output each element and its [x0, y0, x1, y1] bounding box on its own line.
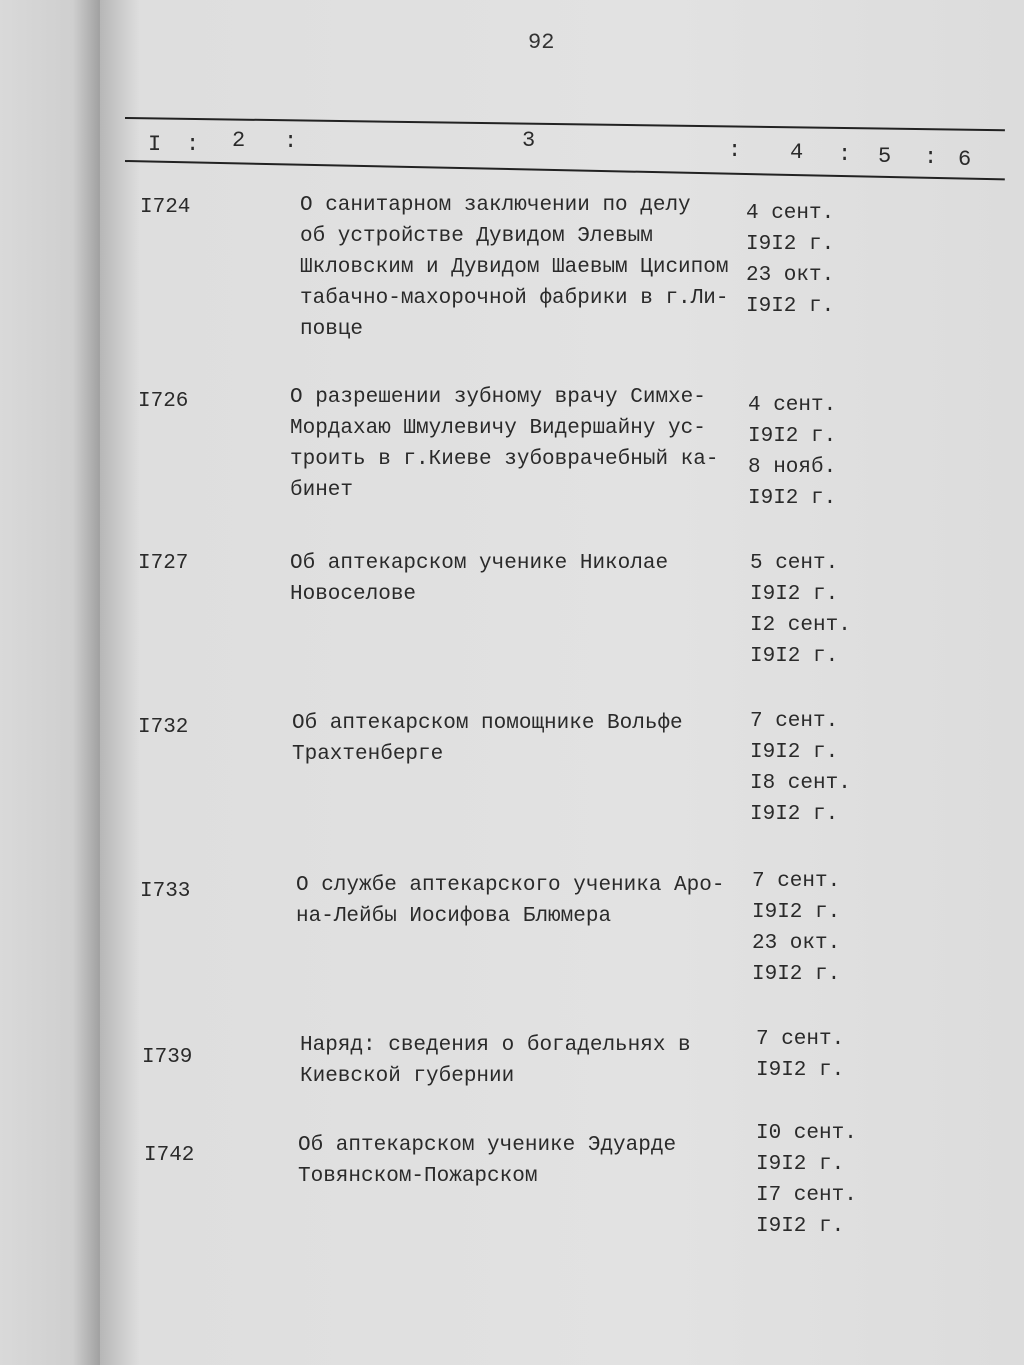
entry-title — [296, 870, 746, 932]
entry-date-line: I9I2 г. — [750, 645, 839, 668]
entry-number: I742 — [144, 1144, 195, 1167]
entry-date-line: I9I2 г. — [752, 963, 841, 986]
header-separator: : — [728, 138, 742, 163]
entry-title-line: Шкловским и Дувидом Шаевым Цисипом — [300, 256, 729, 279]
entry-title-line: Мордахаю Шмулевичу Видершайну ус- — [290, 417, 706, 440]
entry-dates — [746, 198, 834, 322]
entry-date-line: I0 сент. — [756, 1122, 857, 1145]
entry-date-line: I9I2 г. — [750, 741, 839, 764]
entry-title — [290, 382, 740, 506]
entry-title — [290, 548, 740, 610]
entry-date-line: I9I2 г. — [756, 1153, 845, 1176]
entry-number: I733 — [140, 880, 191, 903]
entry-title-line: повце — [300, 318, 364, 341]
left-page-edge — [0, 0, 104, 1365]
entry-dates — [752, 866, 840, 990]
entry-date-line: I9I2 г. — [752, 901, 841, 924]
header-col-4: 4 — [790, 140, 804, 165]
entry-number: I739 — [142, 1046, 193, 1069]
entry-date-line: I9I2 г. — [748, 425, 837, 448]
entry-title-line: Товянском-Пожарском — [298, 1165, 538, 1188]
entry-date-line: I2 сент. — [750, 614, 851, 637]
entry-title-line: Наряд: сведения о богадельнях в — [300, 1034, 691, 1057]
entry-title-line: О службе аптекарского ученика Аро- — [296, 874, 725, 897]
entry-title-line: Об аптекарском помощнике Вольфе — [292, 712, 683, 735]
entry-title-line: Об аптекарском ученике Николае — [290, 552, 669, 575]
entry-date-line: I9I2 г. — [756, 1059, 845, 1082]
entry-title — [298, 1130, 748, 1192]
header-col-3: 3 — [522, 128, 536, 153]
header-separator: : — [186, 132, 200, 157]
header-col-1: I — [148, 132, 162, 157]
entry-title-line: об устройстве Дувидом Элевым — [300, 225, 653, 248]
entry-date-line: 23 окт. — [752, 932, 841, 955]
entry-dates — [756, 1024, 844, 1086]
entry-title-line: бинет — [290, 479, 354, 502]
entry-date-line: I9I2 г. — [750, 583, 839, 606]
entry-date-line: I9I2 г. — [746, 295, 835, 318]
entry-title-line: Новоселове — [290, 583, 417, 606]
entry-number: I724 — [140, 196, 191, 219]
entry-number: I732 — [138, 716, 189, 739]
header-col-6: 6 — [958, 147, 972, 172]
entry-title-line: на-Лейбы Иосифова Блюмера — [296, 905, 612, 928]
entry-date-line: 8 нояб. — [748, 456, 837, 479]
entry-title-line: О разрешении зубному врачу Симхе- — [290, 386, 706, 409]
entry-date-line: I9I2 г. — [748, 487, 837, 510]
entry-date-line: 7 сент. — [750, 710, 839, 733]
entry-number: I726 — [138, 390, 189, 413]
entry-dates — [748, 390, 836, 514]
header-col-2: 2 — [232, 128, 246, 153]
entry-title — [292, 708, 742, 770]
entry-title — [300, 1030, 750, 1092]
entry-dates — [756, 1118, 857, 1242]
entry-date-line: 7 сент. — [752, 870, 841, 893]
page-number: 92 — [528, 30, 555, 55]
entry-title-line: О санитарном заключении по делу — [300, 194, 691, 217]
entry-dates — [750, 548, 851, 672]
entry-dates — [750, 706, 851, 830]
entry-date-line: I7 сент. — [756, 1184, 857, 1207]
header-separator: : — [924, 145, 938, 170]
entry-date-line: 7 сент. — [756, 1028, 845, 1051]
entry-title-line: троить в г.Киеве зубоврачебный ка- — [290, 448, 719, 471]
header-col-5: 5 — [878, 144, 892, 169]
entry-title — [300, 190, 750, 345]
header-separator: : — [838, 142, 852, 167]
entry-title-line: Об аптекарском ученике Эдуарде — [298, 1134, 677, 1157]
entry-date-line: I8 сент. — [750, 772, 851, 795]
entry-number: I727 — [138, 552, 189, 575]
entry-date-line: I9I2 г. — [756, 1215, 845, 1238]
entry-date-line: 5 сент. — [750, 552, 839, 575]
entry-title-line: Трахтенберге — [292, 743, 444, 766]
entry-title-line: Киевской губернии — [300, 1065, 515, 1088]
entry-title-line: табачно-махорочной фабрики в г.Ли- — [300, 287, 729, 310]
entry-date-line: I9I2 г. — [750, 803, 839, 826]
header-separator: : — [284, 129, 298, 154]
entry-date-line: 4 сент. — [748, 394, 837, 417]
entry-date-line: 23 окт. — [746, 264, 835, 287]
entry-date-line: I9I2 г. — [746, 233, 835, 256]
entry-date-line: 4 сент. — [746, 202, 835, 225]
